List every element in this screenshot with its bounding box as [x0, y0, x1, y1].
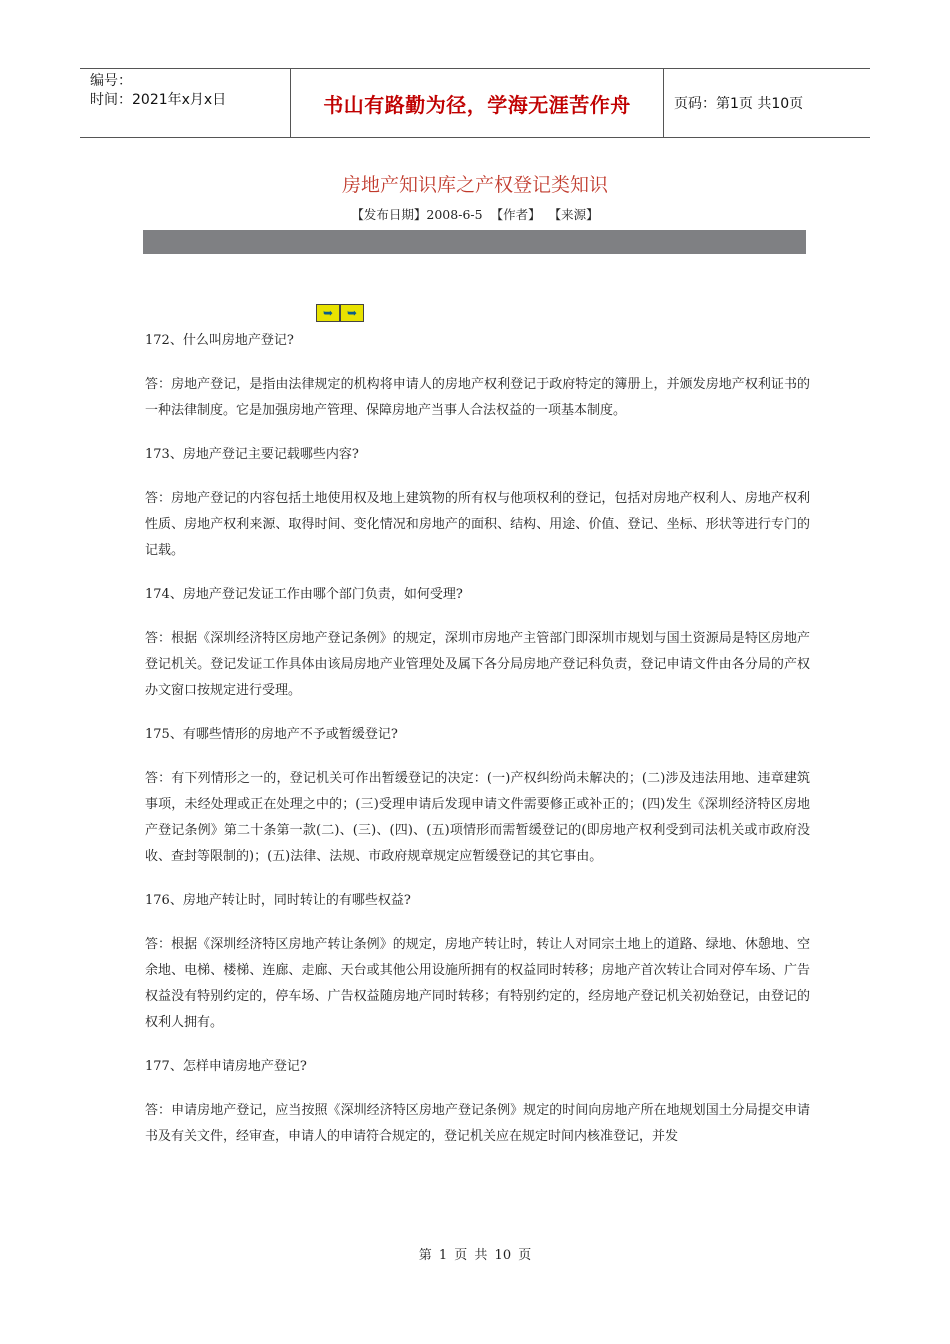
page-nav [316, 304, 364, 322]
number-label: 编号： [90, 73, 132, 89]
answer-172: 答：房地产登记，是指由法律规定的机构将申请人的房地产权利登记于政府特定的簿册上，并颁发房地产权利证书的一种法律制度。它是加强房地产管理、保障房地产当事人合法权益的一项基本制度。 [145, 377, 810, 418]
qa-content [145, 328, 810, 1168]
publish-date: 【发布日期】2008-6-5 [351, 207, 483, 222]
question-173: 173、房地产登记主要记载哪些内容? [145, 447, 359, 462]
question-174: 174、房地产登记发证工作由哪个部门负责，如何受理? [145, 587, 463, 602]
header-info [80, 69, 290, 137]
author-label: 【作者】 [490, 207, 541, 222]
prev-arrow-icon[interactable]: ➥ [316, 304, 340, 322]
source-label: 【来源】 [548, 207, 599, 222]
question-176: 176、房地产转让时，同时转让的有哪些权益? [145, 893, 411, 908]
header-slogan: 书山有路勤为径，学海无涯苦作舟 [290, 69, 664, 137]
article-title: 房地产知识库之产权登记类知识 [341, 174, 608, 196]
next-arrow-icon[interactable]: ➥ [340, 304, 364, 322]
page-footer: 第 1 页 共 10 页 [418, 1248, 532, 1263]
answer-174: 答：根据《深圳经济特区房地产登记条例》的规定，深圳市房地产主管部门即深圳市规划与国土资源局是特区房地产登记机关。登记发证工作具体由该局房地产业管理处及属下各分局房地产登记科负责，登记申请文件由各分局的产权办文窗口按规定进行受理。 [145, 631, 810, 698]
answer-173: 答：房地产登记的内容包括土地使用权及地上建筑物的所有权与他项权利的登记，包括对房地产权利人、房地产权利性质、房地产权利来源、取得时间、变化情况和房地产的面积、结构、用途、价值、登记、坐标、形状等进行专门的记载。 [145, 491, 810, 558]
question-177: 177、怎样申请房地产登记? [145, 1059, 307, 1074]
question-172: 172、什么叫房地产登记? [145, 333, 294, 348]
question-175: 175、有哪些情形的房地产不予或暂缓登记? [145, 727, 398, 742]
divider-bar [143, 230, 806, 254]
article-meta [0, 205, 950, 223]
time-label: 时间：2021年x月x日 [90, 92, 227, 108]
answer-175: 答：有下列情形之一的，登记机关可作出暂缓登记的决定：(一)产权纠纷尚未解决的；(二)涉及违法用地、违章建筑事项，未经处理或正在处理之中的；(三)受理申请后发现申请文件需要修正或补正的；(四)发生《深圳经济特区房地产登记条例》第二十条第一款(二)、(三)、(四)、(五)项情形而需暂缓登记的(即房地产权利受到司法机关或市政府没收、查封等限制的)；(五)法律、法规、市政府规章规定应暂缓登记的其它事由。 [145, 771, 810, 864]
header-page-label: 页码：第1页 共10页 [674, 96, 804, 112]
document-header [80, 68, 870, 138]
answer-177: 答：申请房地产登记，应当按照《深圳经济特区房地产登记条例》规定的时间向房地产所在地规划国土分局提交申请书及有关文件，经审查，申请人的申请符合规定的，登记机关应在规定时间内核准登记，并发 [145, 1103, 810, 1144]
answer-176: 答：根据《深圳经济特区房地产转让条例》的规定，房地产转让时，转让人对同宗土地上的道路、绿地、休憩地、空余地、电梯、楼梯、连廊、走廊、天台或其他公用设施所拥有的权益同时转移；房地产首次转让合同对停车场、广告权益没有特别约定的，停车场、广告权益随房地产同时转移；有特别约定的，经房地产登记机关初始登记，由登记的权利人拥有。 [145, 937, 810, 1030]
